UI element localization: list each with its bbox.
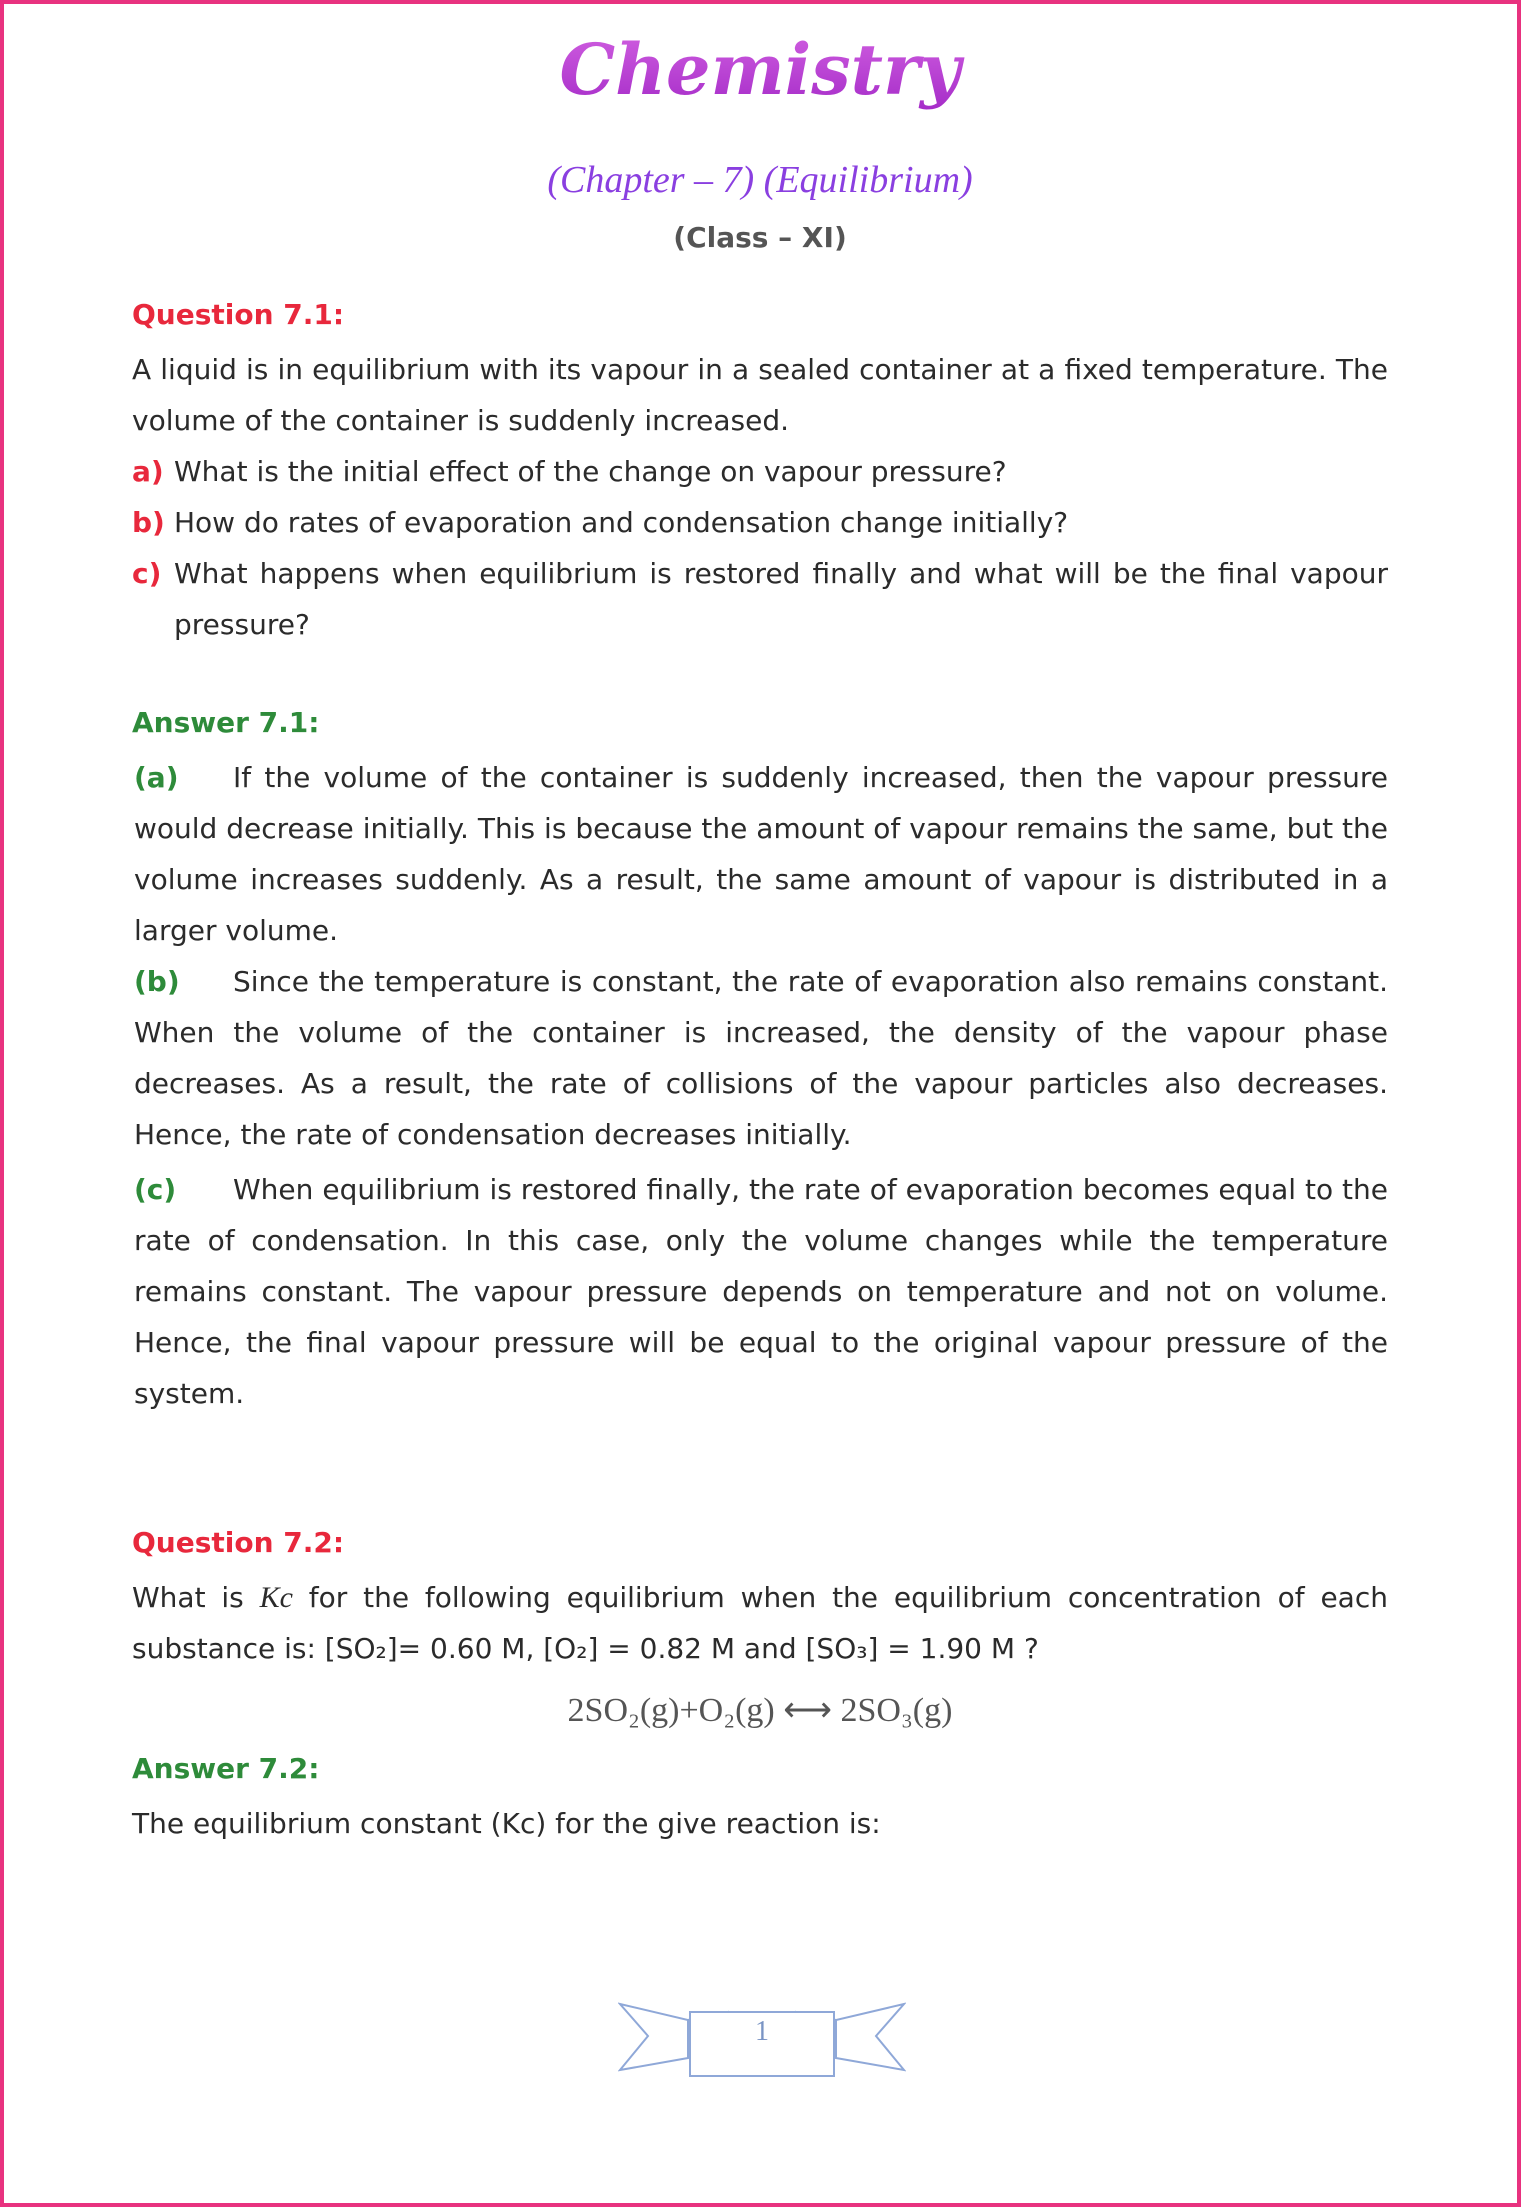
kc-symbol: Kc	[259, 1581, 293, 1614]
part-label: a)	[132, 455, 164, 488]
answer-7-1-part-a	[134, 752, 1388, 956]
answer-text: Since the temperature is constant, the rate of evaporation also remains constant. When the volume of the container is increased, the density of the vapour phase decreases. As a result, the rate of collisions of the vapour particles also decreases. Hence, the rate of condensation decreases initially.	[134, 965, 1388, 1151]
part-label: b)	[132, 506, 165, 539]
answer-7-2-heading: Answer 7.2:	[132, 1752, 320, 1785]
question-7-1-heading: Question 7.1:	[132, 298, 345, 331]
question-text-end: for the following equilibrium when the equilibrium concentration of each substance is: [SO₂]= 0.60 M, [O₂] = 0.82 M and [SO₃] = 1.90 M ?	[132, 1581, 1388, 1665]
question-7-1-part-c	[132, 548, 1388, 650]
answer-text: If the volume of the container is suddenly increased, then the vapour pressure would decrease initially. This is because the amount of vapour remains the same, but the volume increases suddenly. As a result, the same amount of vapour is distributed in a larger volume.	[134, 761, 1388, 947]
answer-7-1-part-c	[134, 1164, 1388, 1419]
part-text: What is the initial effect of the change on vapour pressure?	[174, 455, 1007, 488]
question-7-1-text: A liquid is in equilibrium with its vapour in a sealed container at a fixed temperature. The volume of the container is suddenly increased.	[132, 353, 1388, 437]
answer-label: (c)	[134, 1173, 177, 1206]
question-7-1-part-b	[132, 497, 1388, 548]
answer-label: (b)	[134, 965, 180, 998]
page-number-ribbon	[618, 1990, 906, 2078]
question-7-2-text	[132, 1572, 1388, 1674]
answer-text: When equilibrium is restored finally, the rate of evaporation becomes equal to the rate of condensation. In this case, only the volume changes while the temperature remains constant. The vapour pressure depends on temperature and not on volume. Hence, the final vapour pressure will be equal to the original vapour pressure of the system.	[134, 1173, 1388, 1410]
class-label: (Class – XI)	[673, 221, 847, 254]
page-number: 1	[755, 2016, 769, 2047]
chapter-subtitle: (Chapter – 7) (Equilibrium)	[547, 159, 973, 201]
question-text-start: What is	[132, 1581, 260, 1614]
question-7-1-part-a	[132, 446, 1388, 497]
answer-7-1-part-b	[134, 956, 1388, 1160]
part-text: What happens when equilibrium is restored finally and what will be the final vapour pressure?	[174, 557, 1388, 641]
page-title: Chemistry	[132, 30, 1388, 111]
answer-7-1-heading: Answer 7.1:	[132, 706, 320, 739]
answer-label: (a)	[134, 761, 179, 794]
reaction-equation: 2SO₂(g)+O₂(g) ⟷ 2SO₃(g)	[567, 1692, 953, 1729]
part-text: How do rates of evaporation and condensation change initially?	[174, 506, 1069, 539]
question-7-2-heading: Question 7.2:	[132, 1526, 345, 1559]
answer-7-2-text: The equilibrium constant (Kc) for the give reaction is:	[132, 1807, 881, 1840]
part-label: c)	[132, 557, 162, 590]
